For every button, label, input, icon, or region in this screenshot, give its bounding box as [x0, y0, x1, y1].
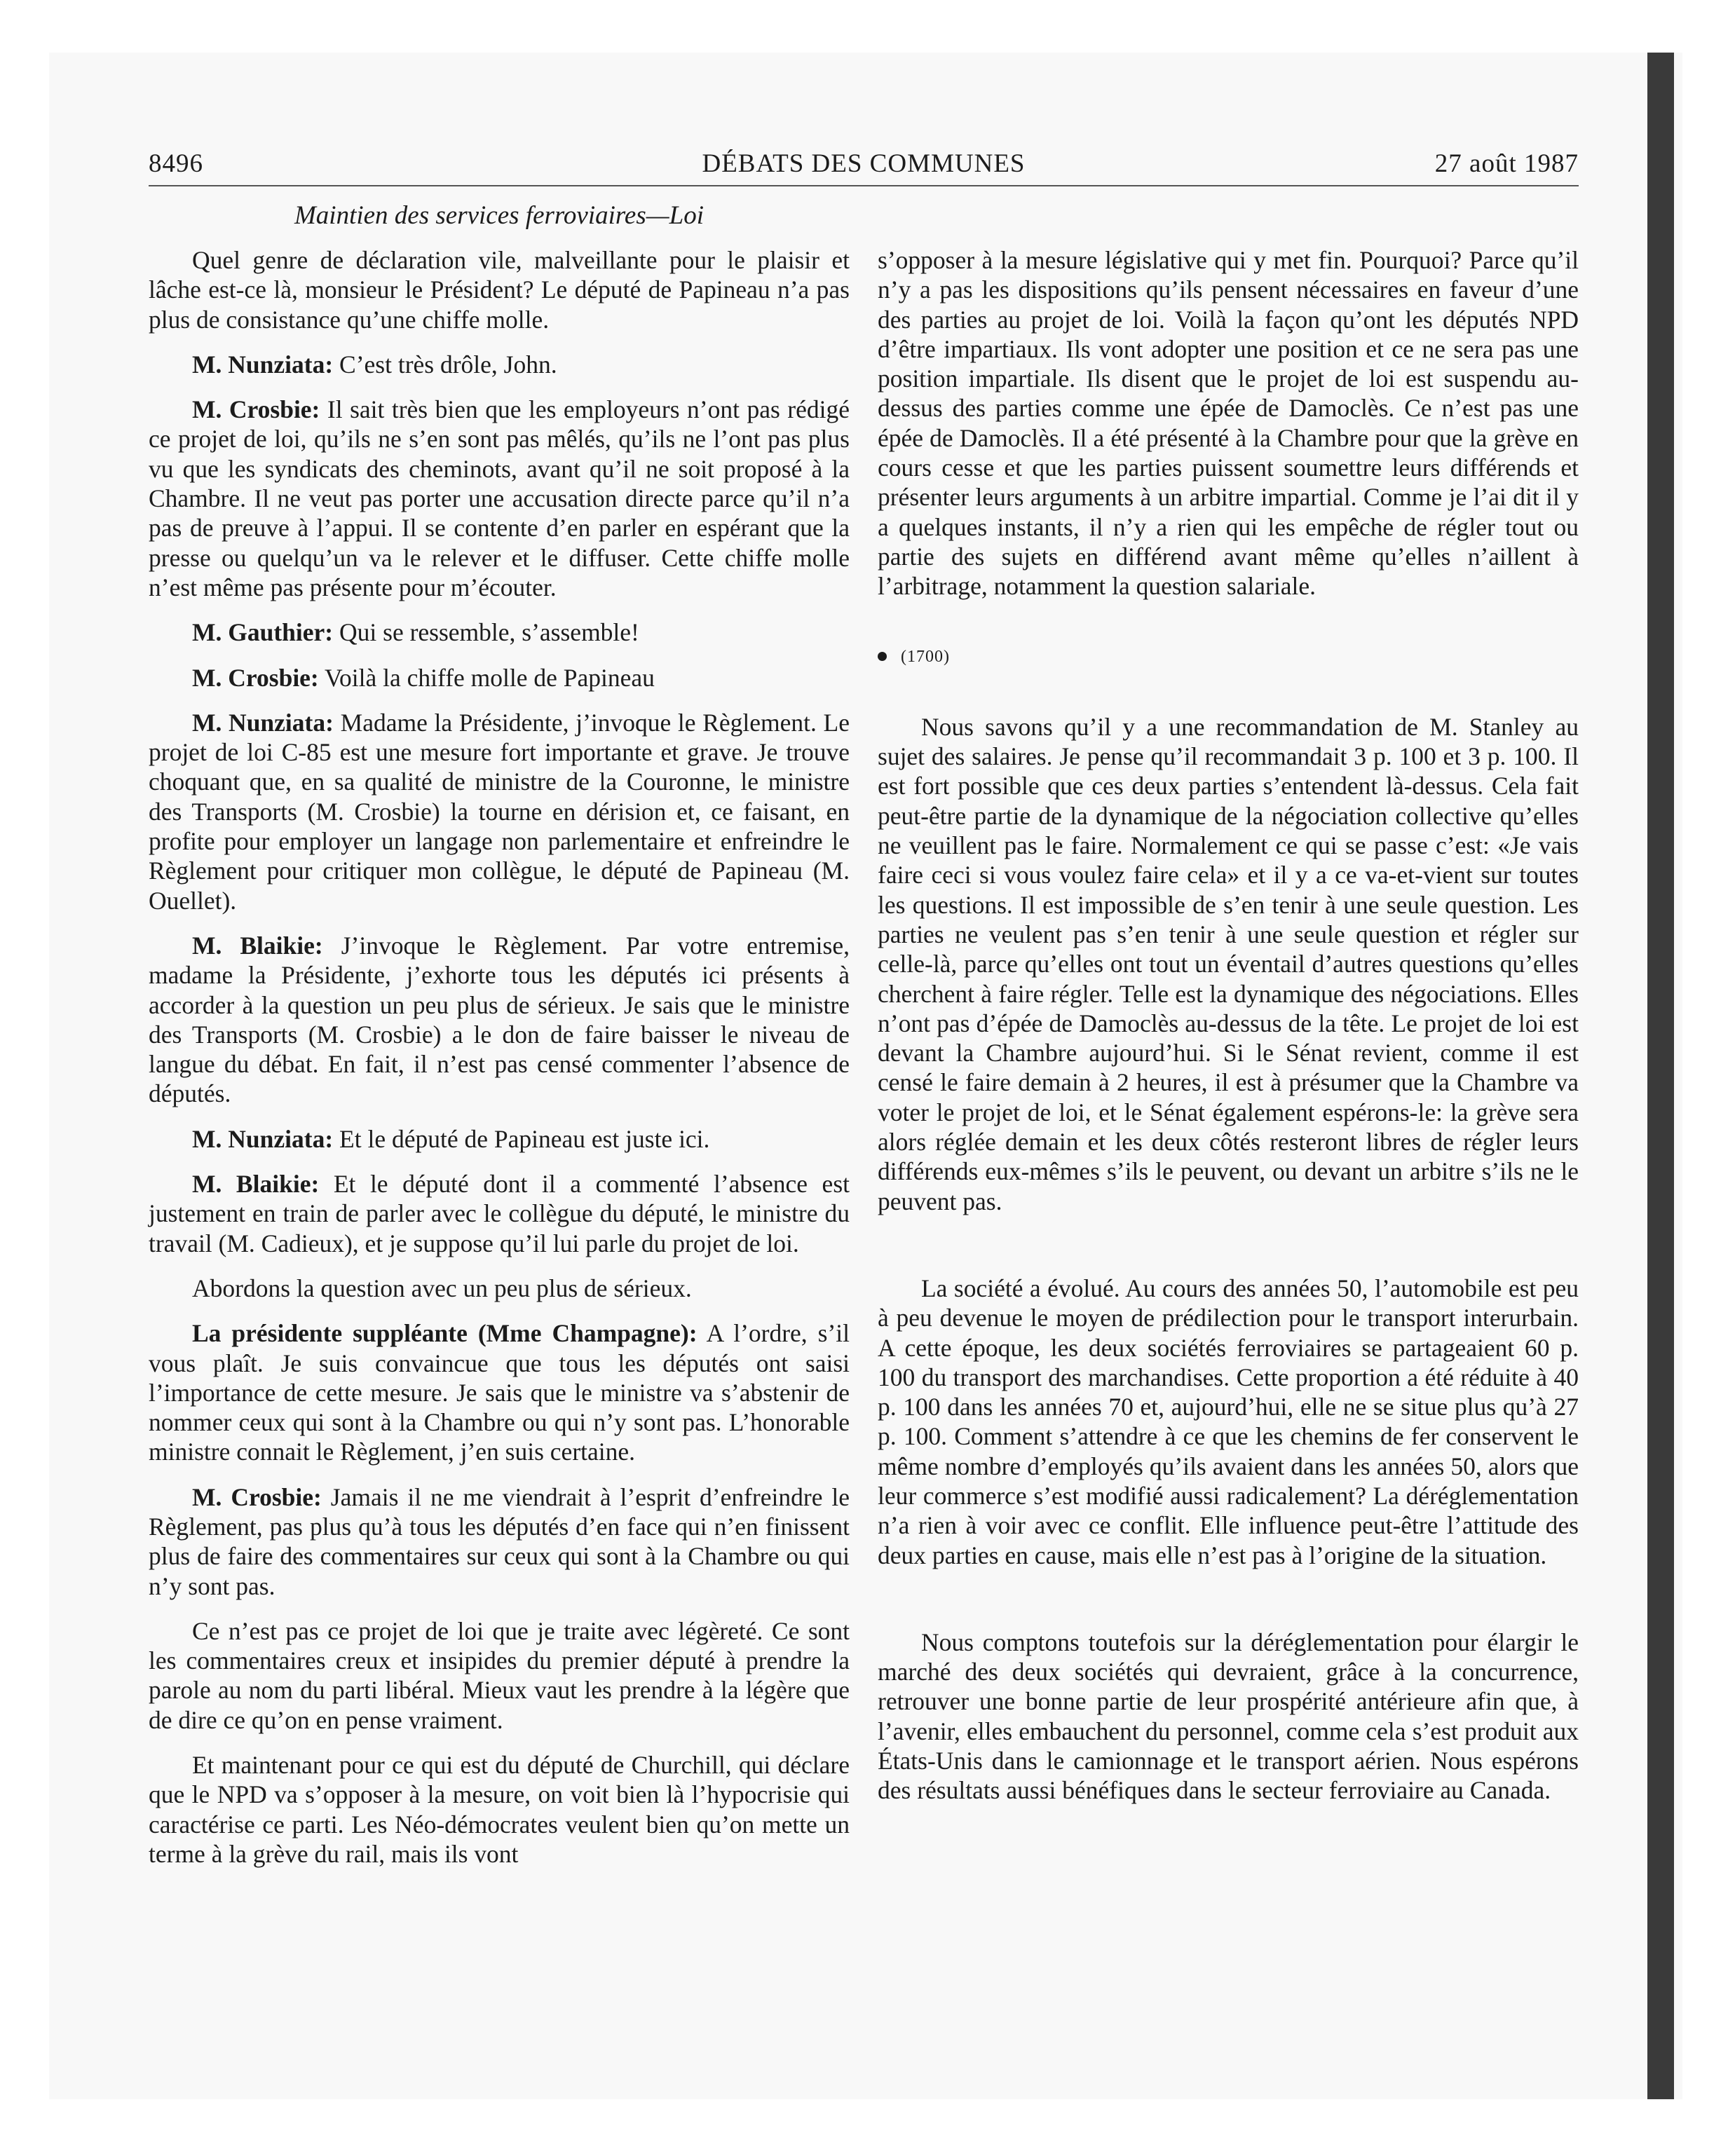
paragraph-text: J’invoque le Règlement. Par votre entremise, madame la Présidente, j’exhorte tous les députés ici présents à accorder à la question un peu plus de sérieux. Je sais que le ministre des Transports (M. Crosbie) a le don de faire baisser le niveau de langue du débat. En fait, il n’est pas censé commenter l’absence de députés.: [149, 931, 850, 1108]
paragraph-gap: [878, 1231, 1579, 1274]
speaker-name: M. Nunziata:: [192, 350, 334, 378]
speaker-name: M. Crosbie:: [192, 395, 320, 424]
paragraph: [149, 618, 850, 647]
paragraph-text: Quel genre de déclaration vile, malveillante pour le plaisir et lâche est-ce là, monsieur le Président? Le député de Papineau n’a pas plus de consistance qu’une chiffe molle.: [149, 246, 850, 334]
time-marker: [878, 642, 1579, 671]
paragraph-gap: [878, 1585, 1579, 1628]
paragraph: [149, 1318, 850, 1466]
paragraph-text: Voilà la chiffe molle de Papineau: [325, 663, 655, 692]
paragraph: [149, 1169, 850, 1258]
paragraph: [149, 1750, 850, 1869]
right-column: [878, 245, 1579, 1821]
publication-title: DÉBATS DES COMMUNES: [702, 149, 1026, 178]
time-marker-label: (1700): [901, 647, 950, 666]
paragraph-text: Et maintenant pour ce qui est du député de Churchill, qui déclare que le NPD va s’opposer à la mesure, on voit bien là l’hypocrisie qui caractérise ce parti. Les Néo-démocrates veulent bien qu’on mette un terme à la grève du rail, mais ils vont: [149, 1751, 850, 1868]
paragraph: [149, 1616, 850, 1735]
paragraph: [149, 708, 850, 915]
speaker-name: M. Gauthier:: [192, 618, 334, 647]
speaker-name: M. Nunziata:: [192, 708, 334, 737]
speaker-name: La présidente suppléante (Mme Champagne):: [192, 1319, 698, 1348]
paragraph: [149, 1124, 850, 1154]
paragraph-text: A l’ordre, s’il vous plaît. Je suis convaincue que tous les députés ont saisi l’importance de cette mesure. Je sais que le ministre va s’abstenir de nommer ceux qui sont à la Chambre ou qui n’y sont pas. L’honorable ministre connait le Règlement, j’en suis certaine.: [149, 1319, 850, 1466]
paragraph: Nous comptons toutefois sur la déréglementation pour élargir le marché des deux sociétés qui devraient, grâce à la concurrence, retrouver une bonne partie de leur prospérité antérieure afin que, à l’avenir, elles embauchent du personnel, comme cela s’est produit aux États-Unis dans le camionnage et le transport aérien. Nous espérons des résultats aussi bénéfiques dans le secteur ferroviaire au Canada.: [878, 1628, 1579, 1805]
paragraph-text: Ce n’est pas ce projet de loi que je traite avec légèreté. Ce sont les commentaires creux et insipides du premier député à prendre la parole au nom du parti libéral. Mieux vaut les prendre à la légère que de dire ce qu’on en pense vraiment.: [149, 1616, 850, 1734]
paragraph-text: Abordons la question avec un peu plus de sérieux.: [192, 1274, 692, 1302]
issue-date: 27 août 1987: [1434, 149, 1579, 178]
paragraph: [149, 931, 850, 1109]
paragraph-text: Et le député de Papineau est juste ici.: [339, 1124, 710, 1153]
paragraph: [149, 245, 850, 334]
scan-edge-bar: [1647, 53, 1674, 2099]
paragraph: [149, 663, 850, 692]
paragraph-text: C’est très drôle, John.: [339, 350, 557, 378]
paragraph-text: Et le député dont il a commenté l’absence est justement en train de parler avec le collègue du député, le ministre du travail (M. Cadieux), et je suppose qu’il lui parle du projet de loi.: [149, 1170, 850, 1257]
speaker-name: M. Nunziata:: [192, 1124, 334, 1153]
paragraph: La société a évolué. Au cours des années 50, l’automobile est peu à peu devenue le moyen de prédilection pour le transport interurbain. A cette époque, les deux sociétés ferroviaires se partageaient 60 p. 100 du transport des marchandises. Cette proportion a été réduite à 40 p. 100 dans les années 70 et, aujourd’hui, elle ne se situe plus qu’à 27 p. 100. Comment s’attendre à ce que les chemins de fer conservent le même nombre d’employés qu’ils avaient dans les années 50, alors que leur commerce s’est modifié aussi radicalement? La déréglementation n’a rien à voir avec ce conflit. Elle influence peut-être l’attitude des deux parties en cause, mais elle n’est pas à l’origine de la situation.: [878, 1274, 1579, 1569]
paragraph: [149, 395, 850, 602]
speaker-name: M. Crosbie:: [192, 663, 319, 692]
paragraph-text: Jamais il ne me viendrait à l’esprit d’enfreindre le Règlement, pas plus qu’à tous les députés d’en face qui n’en finissent plus de faire des commentaires sur ceux qui sont à la Chambre ou qui n’y sont pas.: [149, 1482, 850, 1600]
paragraph: [149, 1482, 850, 1601]
left-column: [149, 245, 850, 1884]
speaker-name: M. Blaikie:: [192, 931, 323, 960]
bullet-dot: [878, 652, 887, 661]
page-header: [149, 149, 1579, 186]
continuation-paragraph: s’opposer à la mesure législative qui y met fin. Pourquoi? Parce qu’il n’y a pas les dispositions qu’ils pensent nécessaires en faveur d’une des parties au projet de loi. Voilà la façon qu’ont les députés NPD d’être impartiaux. Ils vont adopter une position et ce ne sera pas une position impartiale. Ils disent que le projet de loi est suspendu au-dessus des parties comme une épée de Damoclès. Ce n’est pas une épée de Damoclès. Il a été présenté à la Chambre pour que la grève en cours cesse et que les parties puissent soumettre leurs différends et présenter leurs arguments à un arbitre impartial. Comme je l’ai dit il y a quelques instants, il n’y a rien qui les empêche de régler tout ou partie des sujets en différend avant même qu’elles n’aillent à l’arbitrage, notamment la question salariale.: [878, 246, 1579, 601]
speaker-name: M. Blaikie:: [192, 1170, 320, 1199]
page-number: 8496: [149, 149, 203, 178]
speaker-name: M. Crosbie:: [192, 1482, 322, 1511]
paragraph: [149, 350, 850, 379]
paragraph-text: Il sait très bien que les employeurs n’ont pas rédigé ce projet de loi, qu’ils ne s’en sont pas mêlés, qu’ils ne l’ont pas plus vu que les syndicats des cheminots, avant qu’il ne soit proposé à la Chambre. Il ne veut pas porter une accusation directe parce qu’il n’a pas de preuve à l’appui. Il se contente d’en parler en espérant que la presse ou quelqu’un va le relever et le diffuser. Cette chiffe molle n’est même pas présente pour m’écouter.: [149, 395, 850, 601]
paragraph-text: Qui se ressemble, s’assemble!: [339, 618, 639, 647]
paragraph-text: Madame la Présidente, j’invoque le Règlement. Le projet de loi C-85 est une mesure fort importante et grave. Je trouve choquant que, en sa qualité de ministre de la Couronne, le ministre des Transports (M. Crosbie) la tourne en dérision et, ce faisant, en profite pour employer un langage non parlementaire et enfreindre le Règlement pour critiquer mon collègue, le député de Papineau (M. Ouellet).: [149, 708, 850, 915]
paragraph: Nous savons qu’il y a une recommandation de M. Stanley au sujet des salaires. Je pense qu’il recommandait 3 p. 100 et 3 p. 100. Il est fort possible que ces deux parties s’entendent là-dessus. Cela fait peut-être partie de la dynamique de la négociation collective qu’elles ne veuillent pas le faire. Normalement ce qui se passe c’est: «Je vais faire ceci si vous voulez faire cela» et il y a ce va-et-vient sur toutes les questions. Il est impossible de s’en tenir à une seule question. Les parties ne veulent pas s’en tenir à une seule question et régler sur celle-là, parce qu’elles ont tout un éventail d’autres questions qu’elles cherchent à faire régler. Telle est la dynamique des négociations. Elles n’ont pas d’épée de Damoclès au-dessus de la tête. Le projet de loi est devant la Chambre aujourd’hui. Si le Sénat revient, comme il est censé le faire demain à 2 heures, il est à présumer que la Chambre va voter le projet de loi, et le Sénat également espérons-le: la grève sera alors réglée demain et les deux côtés resteront libres de régler leurs différends eux-mêmes s’ils le peuvent, ou devant un arbitre s’ils ne le peuvent pas.: [878, 712, 1579, 1215]
paragraph: [149, 1274, 850, 1303]
section-subheading: Maintien des services ferroviaires—Loi: [294, 201, 705, 230]
